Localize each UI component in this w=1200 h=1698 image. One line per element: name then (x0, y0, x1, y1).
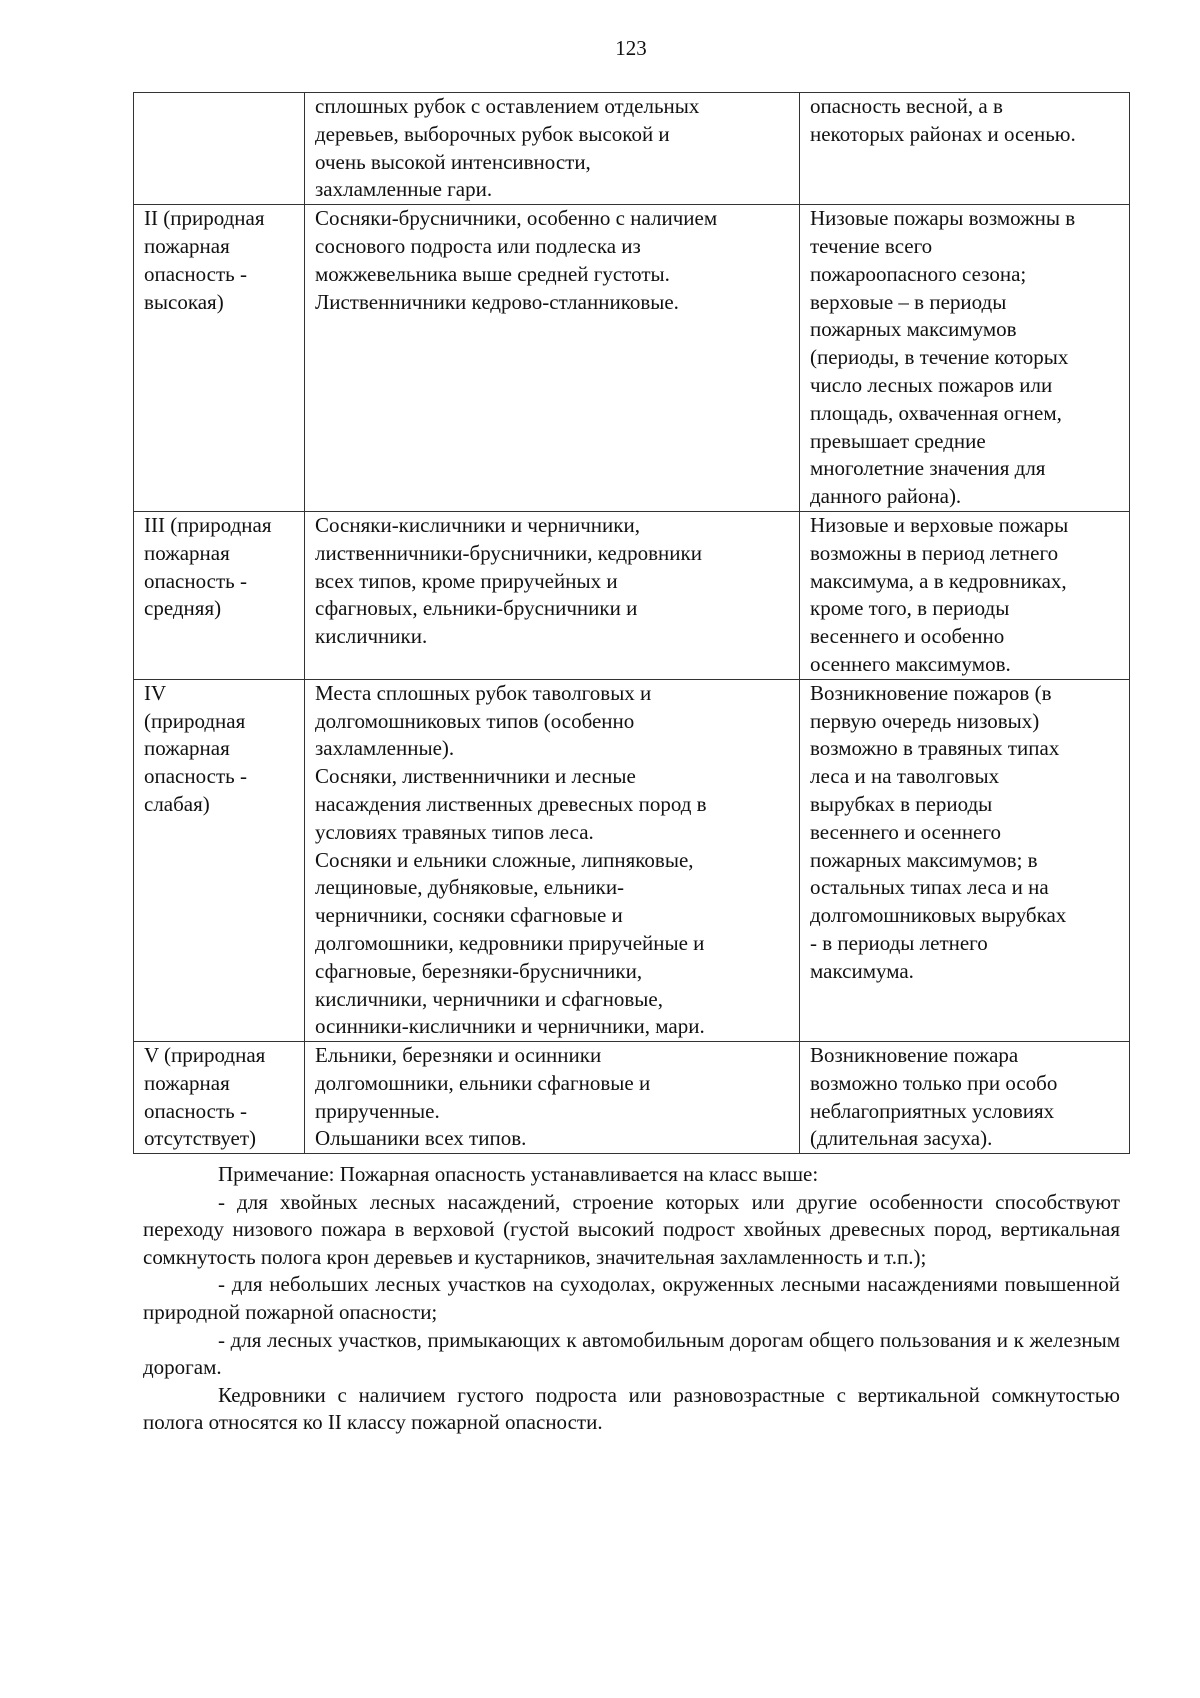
table-row (134, 679, 1130, 1041)
conditions-cell: Низовые пожары возможны в течение всего пожароопасного сезона; верховые – в периоды пожарных максимумов (периоды, в течение которых число лесных пожаров или площадь, охваченная огнем, превышает средние многолетние значения для данного района). (800, 205, 1130, 512)
class-cell: II (природная пожарная опасность - высокая) (134, 205, 305, 512)
notes-section (143, 1161, 1120, 1437)
class-cell: III (природная пожарная опасность - средняя) (134, 511, 305, 679)
class-cell: V (природная пожарная опасность - отсутствует) (134, 1042, 305, 1154)
class-cell (134, 93, 305, 205)
stands-cell: Сосняки-брусничники, особенно с наличием соснового подроста или подлеска из можжевельника выше средней густоты. Лиственничники кедрово-стланниковые. (305, 205, 800, 512)
note-item: - для хвойных лесных насаждений, строение которых или другие особенности способствуют переходу низового пожара в верховой (густой высокий подрост хвойных древесных пород, вертикальная сомкнутость полога крон деревьев и кустарников, значительная захламленность и т.п.); (143, 1189, 1120, 1269)
conditions-cell: Возникновение пожаров (в первую очередь низовых) возможно в травяных типах леса и на таволговых вырубках в периоды весеннего и осеннего пожарных максимумов; в остальных типах леса и на долгомошниковых вырубках - в периоды летнего максимума. (800, 679, 1130, 1041)
stands-cell: Места сплошных рубок таволговых и долгомошниковых типов (особенно захламленные). Сосняки, лиственничники и лесные насаждения лиственных древесных пород в условиях травяных типов леса. Сосняки и ельники сложные, липняковые, лещиновые, дубняковые, ельники- черничники, сосняки сфагновые и долгомошники, кедровники приручейные и сфагновые, березняки-брусничники, кисличники, черничники и сфагновые, осинники-кисличники и черничники, мари. (305, 679, 800, 1041)
note-paragraph: Кедровники с наличием густого подроста или разновозрастные с вертикальной сомкнутостью полога относятся ко II классу пожарной опасности. (143, 1382, 1120, 1435)
page-number: 123 (615, 36, 647, 60)
stands-cell: Сосняки-кисличники и черничники, лиственничники-брусничники, кедровники всех типов, кроме приручейных и сфагновых, ельники-брусничники и кисличники. (305, 511, 800, 679)
conditions-cell: Низовые и верховые пожары возможны в период летнего максимума, а в кедровниках, кроме того, в периоды весеннего и особенно осеннего максимумов. (800, 511, 1130, 679)
note-heading: Примечание: Пожарная опасность устанавливается на класс выше: (218, 1162, 819, 1186)
conditions-cell: опасность весной, а в некоторых районах и осенью. (800, 93, 1130, 205)
fire-danger-class-table (133, 92, 1130, 1154)
stands-cell: сплошных рубок с оставлением отдельных деревьев, выборочных рубок высокой и очень высокой интенсивности, захламленные гари. (305, 93, 800, 205)
note-item: - для небольших лесных участков на суходолах, окруженных лесными насаждениями повышенной природной пожарной опасности; (143, 1272, 1120, 1324)
table-row (134, 511, 1130, 679)
note-item: - для лесных участков, примыкающих к автомобильным дорогам общего пользования и к железным дорогам. (143, 1327, 1120, 1380)
table-row (134, 93, 1130, 205)
conditions-cell: Возникновение пожара возможно только при особо неблагоприятных условиях (длительная засуха). (800, 1042, 1130, 1154)
class-cell: IV (природная пожарная опасность - слабая) (134, 679, 305, 1041)
table-row (134, 205, 1130, 512)
table-row (134, 1042, 1130, 1154)
stands-cell: Ельники, березняки и осинники долгомошники, ельники сфагновые и прирученные. Ольшаники всех типов. (305, 1042, 800, 1154)
